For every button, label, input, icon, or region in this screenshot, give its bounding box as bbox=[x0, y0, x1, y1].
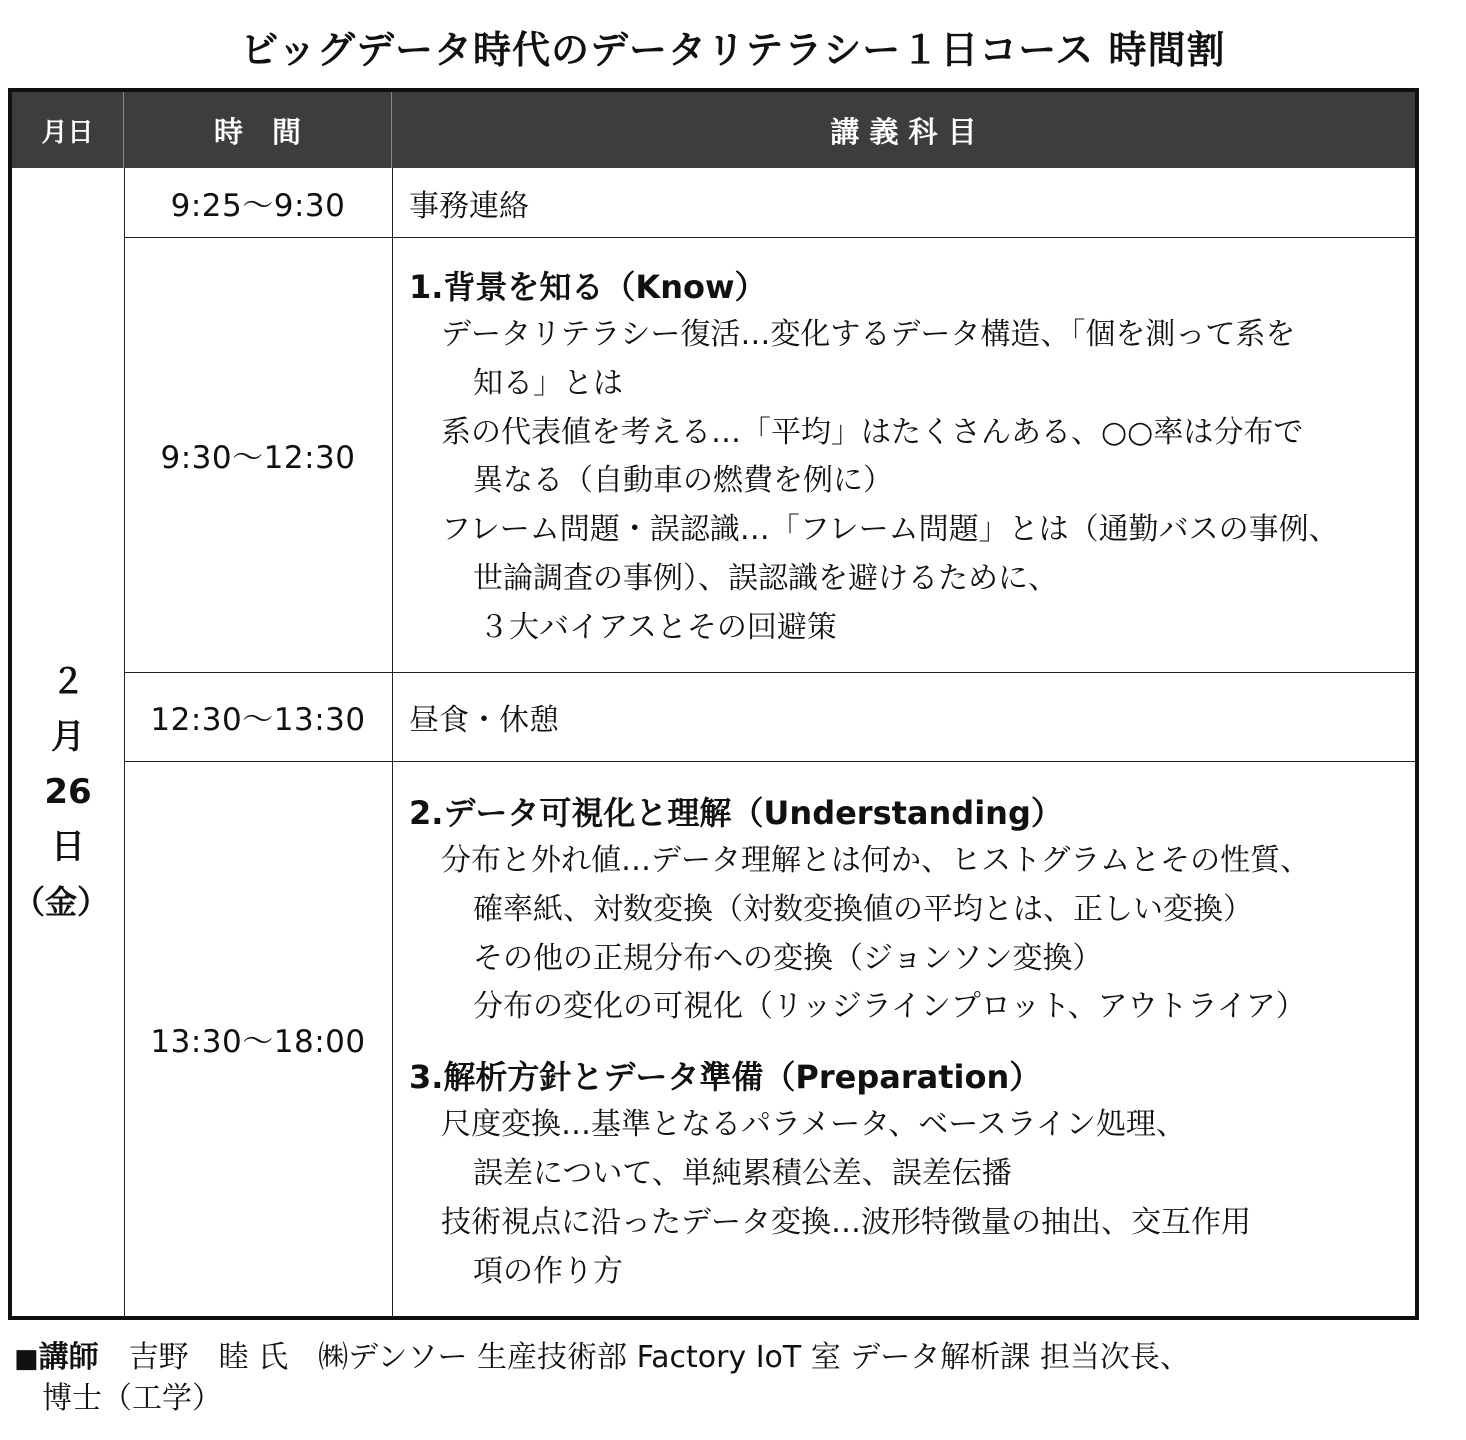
schedule-table bbox=[8, 88, 1419, 1320]
time-cell: 9:30～12:30 bbox=[160, 440, 356, 476]
bullet-square-icon: ■ bbox=[14, 1344, 39, 1374]
subject-line: 尺度変換…基準となるパラメータ、ベースライン処理、 bbox=[441, 1107, 1186, 1143]
instructor-degree: 博士（工学） bbox=[42, 1381, 222, 1416]
subject-cell: 事務連絡 bbox=[409, 188, 529, 224]
date-month-label: 月 bbox=[51, 716, 85, 757]
subject-line: 知る」とは bbox=[473, 365, 623, 401]
header-date: 月日 bbox=[12, 92, 124, 168]
time-cell: 13:30～18:00 bbox=[150, 1024, 366, 1060]
date-day-label: 日 bbox=[51, 826, 85, 867]
header-subject: 講 義 科 目 bbox=[392, 92, 1415, 168]
subject-line: 系の代表値を考える…「平均」はたくさんある、○○率は分布で bbox=[441, 414, 1304, 450]
subject-line: 分布の変化の可視化（リッジラインプロット、アウトライア） bbox=[473, 989, 1306, 1025]
header-time: 時 間 bbox=[124, 92, 392, 168]
date-weekday: （金） bbox=[12, 882, 109, 921]
subject-line: ３大バイアスとその回避策 bbox=[479, 609, 837, 645]
page-title: ビッグデータ時代のデータリテラシー１日コース 時間割 bbox=[240, 28, 1226, 72]
instructor-label: 講師 bbox=[38, 1340, 99, 1375]
subject-line: 世論調査の事例）、誤認識を避けるために、 bbox=[473, 560, 1058, 596]
section-title: 2.データ可視化と理解（Understanding） bbox=[409, 794, 1063, 832]
subject-line: 確率紙、対数変換（対数変換値の平均とは、正しい変換） bbox=[473, 891, 1253, 927]
section-title: 3.解析方針とデータ準備（Preparation） bbox=[409, 1058, 1042, 1097]
subject-line: 技術視点に沿ったデータ変換…波形特徴量の抽出、交互作用 bbox=[441, 1204, 1251, 1240]
subject-cell bbox=[392, 789, 1415, 1296]
instructor-note bbox=[14, 1338, 1454, 1419]
subject-line: その他の正規分布への変換（ジョンソン変換） bbox=[473, 940, 1103, 976]
date-day: 26 bbox=[44, 771, 92, 812]
time-cell: 12:30～13:30 bbox=[150, 702, 366, 738]
date-cell bbox=[12, 168, 124, 1316]
subject-cell: 昼食・休憩 bbox=[409, 702, 559, 738]
section-title: 1.背景を知る（Know） bbox=[409, 268, 767, 306]
subject-line: 項の作り方 bbox=[473, 1253, 623, 1289]
subject-line: 分布と外れ値…データ理解とは何か、ヒストグラムとその性質、 bbox=[441, 843, 1311, 878]
subject-line: 異なる（自動車の燃費を例に） bbox=[473, 463, 893, 499]
subject-line: フレーム問題・誤認識…「フレーム問題」とは（通勤バスの事例、 bbox=[441, 512, 1339, 548]
subject-line: データリテラシー復活…変化するデータ構造、「個を測って系を bbox=[441, 317, 1296, 352]
date-month: ２ bbox=[51, 661, 85, 702]
time-cell: 9:25～9:30 bbox=[170, 188, 346, 224]
subject-line: 誤差について、単純累積公差、誤差伝播 bbox=[473, 1155, 1012, 1191]
subject-cell bbox=[392, 263, 1415, 653]
instructor-text: 吉野 睦 氏 ㈱デンソー 生産技術部 Factory IoT 室 データ解析課 担当次長、 bbox=[128, 1340, 1190, 1375]
